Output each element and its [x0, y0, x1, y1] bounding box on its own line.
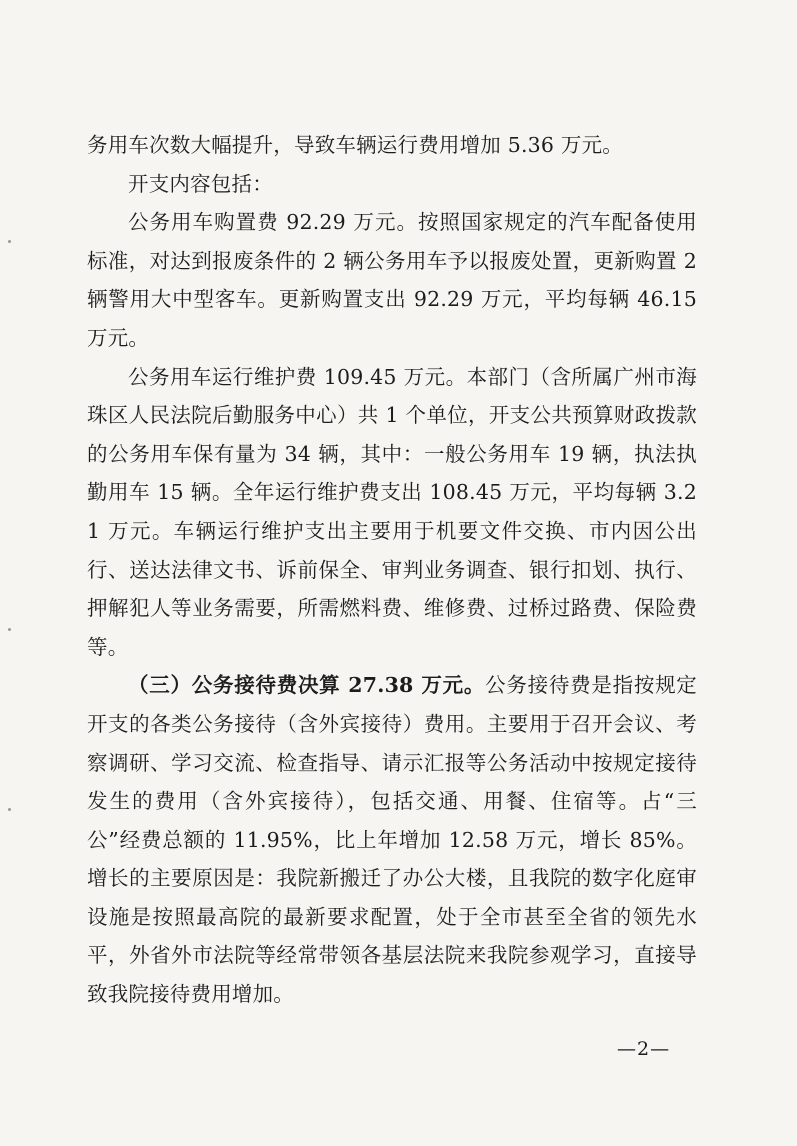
body-text: [87, 126, 697, 1014]
paragraph-reception-expense: [87, 666, 697, 1013]
reception-expense-body: 公务接待费是指按规定开支的各类公务接待（含外宾接待）费用。主要用于召开会议、考察调研、学习交流、检查指导、请示汇报等公务活动中按规定接待发生的费用（含外宾接待），包括交通、用餐、住宿等。占“三公”经费总额的 11.95%，比上年增加 12.58 万元，增长 85%。增长的主要原因是：我院新搬迁了办公大楼，且我院的数字化庭审设施是按照最高院的最新要求配置，处于全市甚至全省的领先水平，外省外市法院等经常带领各基层法院来我院参观学习，直接导致我院接待费用增加。: [87, 673, 698, 1007]
section-heading-reception: （三）公务接待费决算 27.38 万元。: [128, 673, 486, 698]
scan-speck: [8, 240, 11, 243]
scan-speck: [8, 628, 11, 631]
paragraph-vehicle-purchase: 公务用车购置费 92.29 万元。按照国家规定的汽车配备使用标准，对达到报废条件的 2 辆公务用车予以报废处置，更新购置 2 辆警用大中型客车。更新购置支出 92.29 万元，平均每辆 46.15 万元。: [87, 210, 697, 350]
scan-speck: [8, 808, 11, 811]
page-number: —2—: [617, 1038, 671, 1060]
paragraph-vehicle-cost-increase: 务用车次数大幅提升，导致车辆运行费用增加 5.36 万元。: [87, 133, 623, 157]
paragraph-vehicle-maintenance: 公务用车运行维护费 109.45 万元。本部门（含所属广州市海珠区人民法院后勤服务中心）共 1 个单位，开支公共预算财政拨款的公务用车保有量为 34 辆，其中：一般公务用车 19 辆，执法执勤用车 15 辆。全年运行维护费支出 108.45 万元，平均每辆 3.21 万元。车辆运行维护支出主要用于机要文件交换、市内因公出行、送达法律文书、诉前保全、审判业务调查、银行扣划、执行、押解犯人等业务需要，所需燃料费、维修费、过桥过路费、保险费等。: [87, 364, 697, 659]
paragraph-expenditure-intro: 开支内容包括：: [128, 171, 273, 196]
